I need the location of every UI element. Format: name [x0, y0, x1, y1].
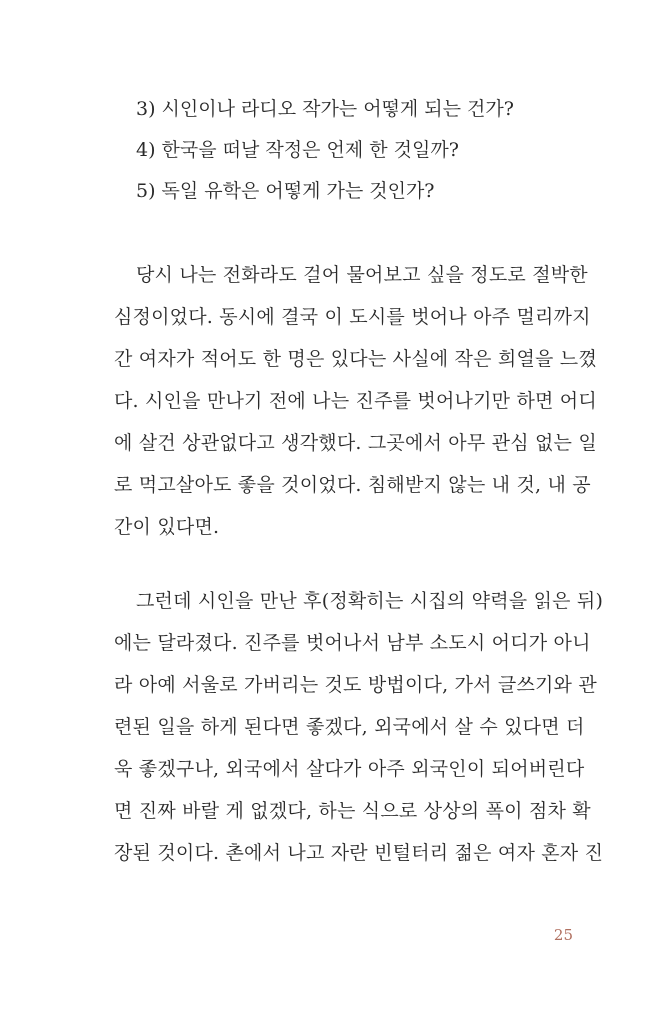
- page-number: 25: [553, 926, 573, 944]
- paragraph-line: 간 여자가 적어도 한 명은 있다는 사실에 작은 희열을 느꼈: [114, 348, 597, 370]
- paragraph-line: 당시 나는 전화라도 걸어 물어보고 싶을 정도로 절박한: [136, 264, 588, 286]
- question-list: [136, 96, 596, 219]
- question-item: 5) 독일 유학은 어떻게 가는 것인가?: [136, 180, 435, 202]
- question-item: 4) 한국을 떠날 작정은 언제 한 것일까?: [136, 139, 459, 161]
- paragraph-line: 심정이었다. 동시에 결국 이 도시를 벗어나 아주 멀리까지: [114, 306, 591, 328]
- paragraph-line: 에는 달라졌다. 진주를 벗어나서 남부 소도시 어디가 아니: [114, 632, 591, 654]
- paragraph-line: 간이 있다면.: [114, 516, 220, 538]
- paragraph-line: 욱 좋겠구나, 외국에서 살다가 아주 외국인이 되어버린다: [114, 758, 585, 780]
- paragraph-line: 다. 시인을 만나기 전에 나는 진주를 벗어나기만 하면 어디: [114, 390, 597, 412]
- question-item: 3) 시인이나 라디오 작가는 어떻게 되는 건가?: [136, 98, 514, 120]
- paragraph-line: 로 먹고살아도 좋을 것이었다. 침해받지 않는 내 것, 내 공: [114, 474, 591, 496]
- paragraph-line: 에 살건 상관없다고 생각했다. 그곳에서 아무 관심 없는 일: [114, 432, 597, 454]
- paragraph-line: 장된 것이다. 촌에서 나고 자란 빈털터리 젊은 여자 혼자 진: [114, 842, 604, 864]
- paragraph-line: 그런데 시인을 만난 후(정확히는 시집의 약력을 읽은 뒤): [136, 590, 604, 612]
- paragraph-line: 라 아예 서울로 가버리는 것도 방법이다, 가서 글쓰기와 관: [114, 674, 597, 696]
- paragraph-line: 면 진짜 바랄 게 없겠다, 하는 식으로 상상의 폭이 점차 확: [114, 800, 591, 822]
- paragraph-2: [114, 588, 604, 882]
- paragraph-1: [114, 262, 596, 556]
- paragraph-line: 련된 일을 하게 된다면 좋겠다, 외국에서 살 수 있다면 더: [114, 716, 585, 738]
